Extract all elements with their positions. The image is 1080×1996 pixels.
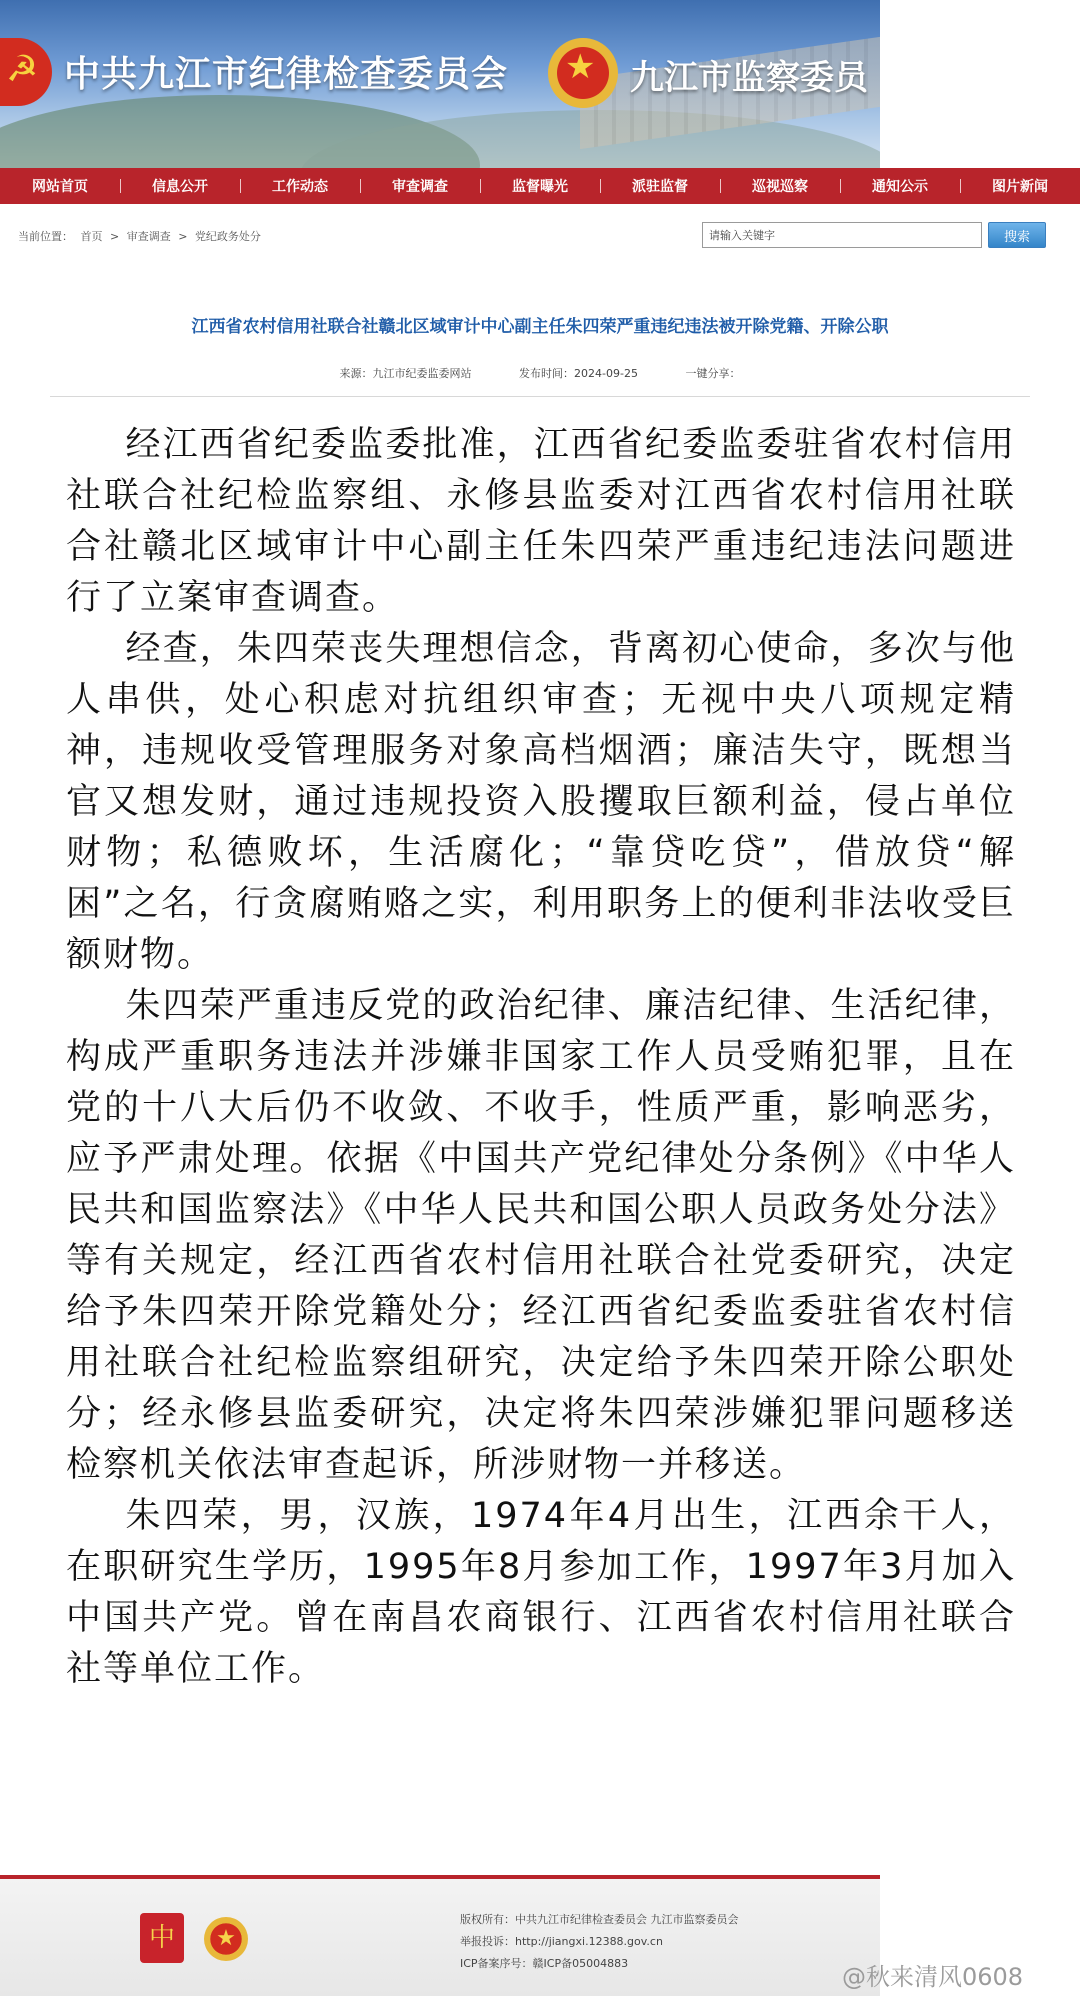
- divider: [50, 396, 1030, 397]
- article-title: 江西省农村信用社联合社赣北区域审计中心副主任朱四荣严重违纪违法被开除党籍、开除公职: [191, 317, 889, 337]
- nav-item-investigation[interactable]: 审查调查: [360, 176, 480, 196]
- nav-item-inspection[interactable]: 巡视巡察: [720, 176, 840, 196]
- breadcrumb-prefix: 当前位置：: [18, 230, 73, 243]
- site-title-left: 中共九江市纪律检查委员会: [64, 54, 509, 95]
- government-agency-logo-icon[interactable]: 中: [140, 1913, 184, 1963]
- breadcrumb-current[interactable]: 党纪政务处分: [194, 230, 261, 243]
- nav-item-stationed[interactable]: 派驻监督: [600, 176, 720, 196]
- article-paragraph: 经查，朱四荣丧失理想信念，背离初心使命，多次与他人串供，处心积虑对抗组织审查；无视中央八项规定精神，违规收受管理服务对象高档烟酒；廉洁失守，既想当官又想发财，通过违规投资入股攫取巨额利益，侵占单位财物；私德败坏，生活腐化；“靠贷吃贷”，借放贷“解困”之名，行贪腐贿赂之实，利用职务上的便利非法收受巨额财物。: [66, 629, 1016, 975]
- article-meta: [0, 365, 1080, 381]
- breadcrumb-separator: >: [110, 230, 120, 243]
- nav-item-info[interactable]: 信息公开: [120, 176, 240, 196]
- main-nav: [0, 168, 1080, 204]
- site-banner: [0, 0, 880, 168]
- breadcrumb-section[interactable]: 审查调查: [126, 230, 171, 243]
- national-emblem-icon: ★: [548, 38, 618, 108]
- weibo-watermark: @秋来清风0608: [842, 1963, 1024, 1991]
- site-title-right: 九江市监察委员: [630, 58, 868, 98]
- footer-copyright: 版权所有：中共九江市纪律检查委员会 九江市监察委员会: [460, 1913, 739, 1926]
- article-body: [66, 420, 1016, 1695]
- breadcrumb-separator: >: [178, 230, 188, 243]
- nav-item-photos[interactable]: 图片新闻: [960, 176, 1080, 196]
- search-button[interactable]: 搜索: [988, 222, 1046, 248]
- nav-item-notice[interactable]: 通知公示: [840, 176, 960, 196]
- article-date: 发布时间：2024-09-25: [519, 367, 638, 380]
- nav-item-home[interactable]: 网站首页: [32, 179, 88, 195]
- footer-text: [460, 1909, 739, 1975]
- party-emblem-icon: ☭: [0, 38, 52, 106]
- footer-icp[interactable]: ICP备案序号：赣ICP备05004883: [460, 1957, 629, 1970]
- nav-item-exposure[interactable]: 监督曝光: [480, 176, 600, 196]
- article-paragraph: 经江西省纪委监委批准，江西省纪委监委驻省农村信用社联合社纪检监察组、永修县监委对江西省农村信用社联合社赣北区域审计中心副主任朱四荣严重违纪违法问题进行了立案审查调查。: [66, 425, 1016, 618]
- article-paragraph: 朱四荣严重违反党的政治纪律、廉洁纪律、生活纪律，构成严重职务违法并涉嫌非国家工作人员受贿犯罪，且在党的十八大后仍不收敛、不收手，性质严重，影响恶劣，应予严肃处理。依据《中国共产党纪律处分条例》《中华人民共和国监察法》《中华人民共和国公职人员政务处分法》等有关规定，经江西省农村信用社联合社党委研究，决定给予朱四荣开除党籍处分；经江西省纪委监委驻省农村信用社联合社纪检监察组研究，决定给予朱四荣开除公职处分；经永修县监委研究，决定将朱四荣涉嫌犯罪问题移送检察机关依法审查起诉，所涉财物一并移送。: [66, 986, 1016, 1485]
- site-footer: [0, 1879, 880, 1996]
- breadcrumb-home[interactable]: 首页: [80, 230, 103, 243]
- breadcrumb: [18, 228, 265, 244]
- search-input[interactable]: [702, 222, 982, 248]
- share-label[interactable]: 一键分享：: [685, 367, 741, 380]
- national-emblem-icon[interactable]: ★: [204, 1917, 248, 1961]
- footer-report[interactable]: 举报投诉：http://jiangxi.12388.gov.cn: [460, 1935, 663, 1948]
- article-source: 来源：九江市纪委监委网站: [339, 367, 472, 380]
- article-paragraph: 朱四荣，男，汉族，1974年4月出生，江西余干人，在职研究生学历，1995年8月参加工作，1997年3月加入中国共产党。曾在南昌农商银行、江西省农村信用社联合社等单位工作。: [66, 1496, 1016, 1689]
- nav-item-work[interactable]: 工作动态: [240, 176, 360, 196]
